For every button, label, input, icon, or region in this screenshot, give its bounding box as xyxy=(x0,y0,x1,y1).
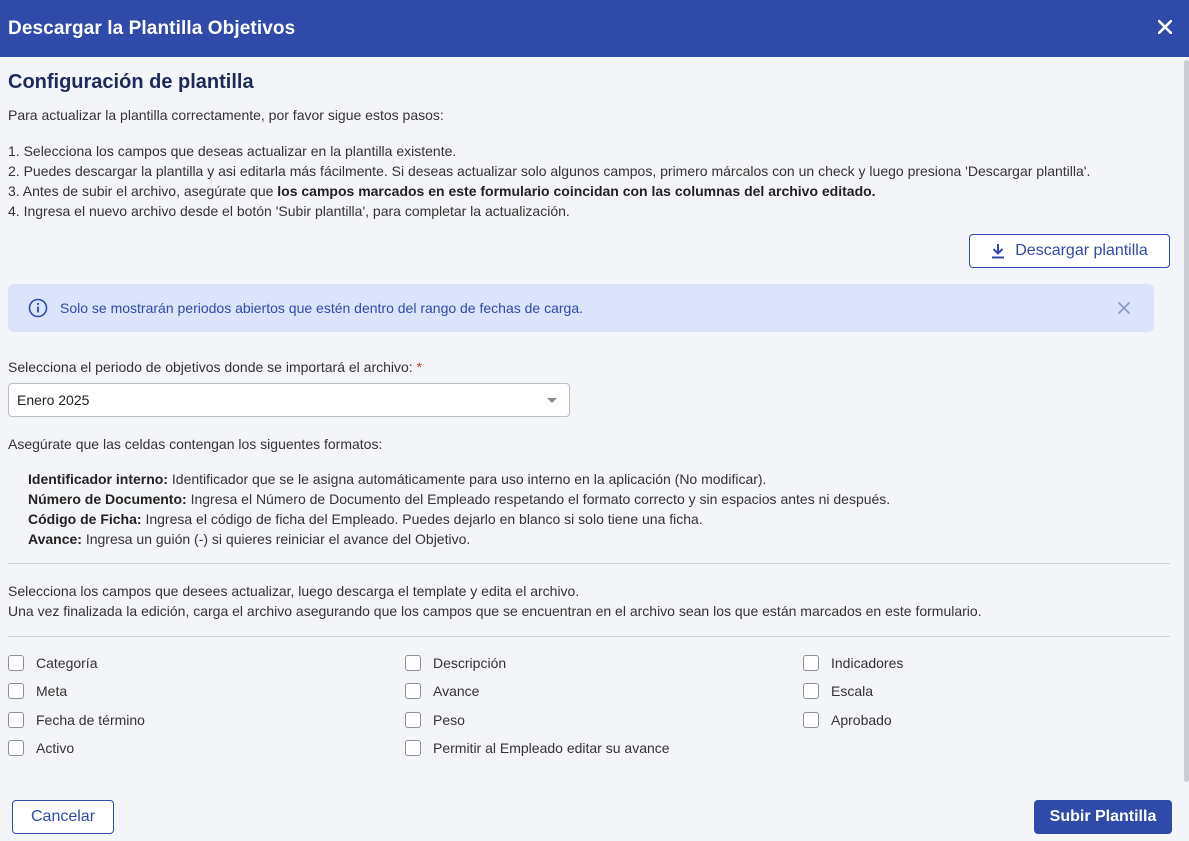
cancel-button[interactable]: Cancelar xyxy=(12,800,114,834)
period-selected-value: Enero 2025 xyxy=(17,392,90,408)
required-mark: * xyxy=(416,359,423,375)
alert-close-button[interactable] xyxy=(1116,300,1132,316)
formats-label: Asegúrate que las celdas contengan los siguentes formatos: xyxy=(8,436,383,452)
checkbox-permitir-editar-avance[interactable]: Permitir al Empleado editar su avance xyxy=(405,740,670,756)
checkbox-descripcion[interactable]: Descripción xyxy=(405,655,506,671)
checkbox-box[interactable] xyxy=(405,655,421,671)
checkbox-box[interactable] xyxy=(8,712,24,728)
format-item: Avance: Ingresa un guión (-) si quieres reiniciar el avance del Objetivo. xyxy=(28,531,471,547)
checkbox-box[interactable] xyxy=(405,740,421,756)
checkbox-box[interactable] xyxy=(803,655,819,671)
checkbox-indicadores[interactable]: Indicadores xyxy=(803,655,903,671)
dialog-title: Descargar la Plantilla Objetivos xyxy=(8,17,296,39)
divider xyxy=(8,563,1170,564)
intro-text: Para actualizar la plantilla correctamente, por favor sigue estos pasos: xyxy=(8,107,444,123)
checkbox-box[interactable] xyxy=(405,712,421,728)
download-template-label: Descargar plantilla xyxy=(1015,242,1148,259)
checkbox-box[interactable] xyxy=(803,683,819,699)
checkbox-avance[interactable]: Avance xyxy=(405,683,479,699)
step-1: 1. Selecciona los campos que deseas actualizar en la plantilla existente. xyxy=(8,143,457,159)
period-label: Selecciona el periodo de objetivos donde se importará el archivo: * xyxy=(8,359,423,375)
scrollbar[interactable] xyxy=(1184,60,1189,782)
alert-text: Solo se mostrarán periodos abiertos que estén dentro del rango de fechas de carga. xyxy=(60,300,583,316)
steps-list xyxy=(8,141,1090,221)
step-4: 4. Ingresa el nuevo archivo desde el botón 'Subir plantilla', para completar la actualización. xyxy=(8,203,570,219)
fields-intro: Selecciona los campos que desees actualizar, luego descarga el template y edita el archivo. Una vez finalizada la edición, carga el archivo asegurando que los campos que se encuentran en el archivo sean los que están marcados en este formulario. xyxy=(8,583,982,619)
checkbox-activo[interactable]: Activo xyxy=(8,740,74,756)
checkbox-aprobado[interactable]: Aprobado xyxy=(803,712,892,728)
period-select[interactable] xyxy=(8,383,570,417)
format-item: Identificador interno: Identificador que se le asigna automáticamente para uso interno en la aplicación (No modificar). xyxy=(28,471,767,487)
checkbox-categoria[interactable]: Categoría xyxy=(8,655,97,671)
format-item: Código de Ficha: Ingresa el código de ficha del Empleado. Puedes dejarlo en blanco si solo tiene una ficha. xyxy=(28,511,703,527)
close-button[interactable] xyxy=(1153,15,1177,39)
checkbox-fecha-termino[interactable]: Fecha de término xyxy=(8,712,145,728)
checkbox-escala[interactable]: Escala xyxy=(803,683,873,699)
info-icon xyxy=(28,298,48,318)
checkbox-meta[interactable]: Meta xyxy=(8,683,67,699)
info-alert xyxy=(8,284,1154,332)
section-title: Configuración de plantilla xyxy=(8,71,254,93)
submit-template-button[interactable]: Subir Plantilla xyxy=(1034,800,1172,834)
format-item: Número de Documento: Ingresa el Número de Documento del Empleado respetando el formato correcto y sin espacios antes ni después. xyxy=(28,491,891,507)
checkbox-box[interactable] xyxy=(8,740,24,756)
close-icon xyxy=(1116,300,1132,316)
dialog-header xyxy=(0,0,1189,57)
step-2: 2. Puedes descargar la plantilla y asi editarla más fácilmente. Si deseas actualizar solo algunos campos, primero márcalos con un check y luego presiona 'Descargar plantilla'. xyxy=(8,163,1091,179)
checkbox-box[interactable] xyxy=(803,712,819,728)
checkbox-box[interactable] xyxy=(8,655,24,671)
divider xyxy=(8,636,1170,637)
close-icon xyxy=(1158,20,1172,34)
checkbox-box[interactable] xyxy=(8,683,24,699)
download-template-button[interactable] xyxy=(969,234,1170,268)
step-3: 3. Antes de subir el archivo, asegúrate que los campos marcados en este formulario coincidan con las columnas del archivo editado. xyxy=(8,183,876,199)
chevron-down-icon xyxy=(547,398,557,403)
step-3-bold: los campos marcados en este formulario coincidan con las columnas del archivo editado. xyxy=(277,183,876,199)
download-icon xyxy=(991,243,1005,259)
formats-list xyxy=(28,469,890,549)
checkbox-box[interactable] xyxy=(405,683,421,699)
checkbox-peso[interactable]: Peso xyxy=(405,712,465,728)
